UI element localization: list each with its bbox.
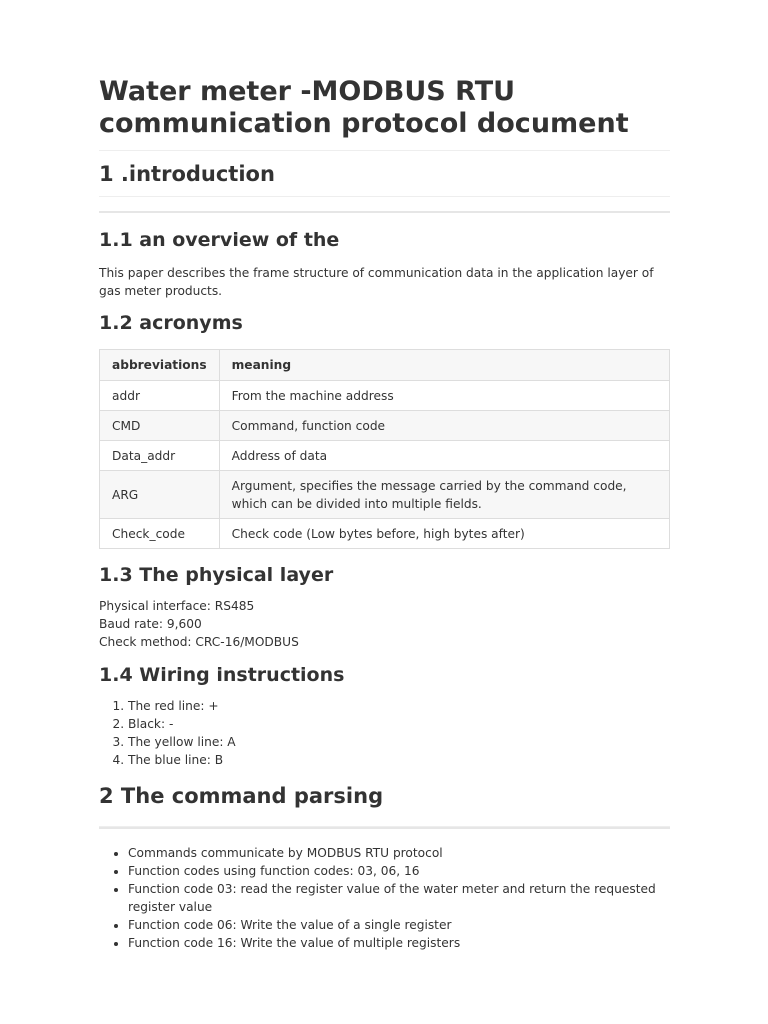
table-row bbox=[100, 411, 670, 441]
list-item: 4. The blue line: B bbox=[128, 751, 670, 769]
table-row bbox=[100, 381, 670, 411]
list-item: • Commands communicate by MODBUS RTU protocol bbox=[128, 844, 670, 862]
table-cell-abbreviation: addr bbox=[100, 381, 220, 411]
acronyms-table bbox=[99, 349, 670, 549]
table-cell-abbreviation: CMD bbox=[100, 411, 220, 441]
table-cell-abbreviation: ARG bbox=[100, 471, 220, 519]
table-row bbox=[100, 441, 670, 471]
list-item: • Function code 06: Write the value of a single register bbox=[128, 916, 670, 934]
divider bbox=[99, 211, 670, 213]
table-header-row bbox=[100, 350, 670, 381]
list-item: 2. Black: - bbox=[128, 715, 670, 733]
physical-interface-line: Physical interface: RS485 bbox=[99, 599, 255, 613]
divider bbox=[99, 827, 670, 829]
column-header-abbreviations: abbreviations bbox=[100, 350, 220, 381]
column-header-meaning: meaning bbox=[219, 350, 669, 381]
list-item: 3. The yellow line: A bbox=[128, 733, 670, 751]
table-cell-meaning: Check code (Low bytes before, high bytes after) bbox=[219, 519, 669, 549]
physical-layer-details bbox=[99, 597, 670, 651]
document-content bbox=[99, 0, 670, 952]
table-cell-meaning: Command, function code bbox=[219, 411, 669, 441]
table-cell-meaning: Address of data bbox=[219, 441, 669, 471]
wiring-list bbox=[99, 697, 670, 769]
baud-rate-line: Baud rate: 9,600 bbox=[99, 617, 202, 631]
document-title: Water meter -MODBUS RTU communication protocol document bbox=[99, 0, 670, 151]
table-cell-abbreviation: Check_code bbox=[100, 519, 220, 549]
command-parsing-heading: 2 The command parsing bbox=[99, 783, 670, 827]
acronyms-heading: 1.2 acronyms bbox=[99, 312, 243, 334]
table-cell-meaning: From the machine address bbox=[219, 381, 669, 411]
table-cell-abbreviation: Data_addr bbox=[100, 441, 220, 471]
list-item: • Function codes using function codes: 03, 06, 16 bbox=[128, 862, 670, 880]
wiring-heading: 1.4 Wiring instructions bbox=[99, 664, 345, 686]
overview-heading: 1.1 an overview of the bbox=[99, 229, 340, 251]
section-introduction-heading: 1 .introduction bbox=[99, 151, 670, 197]
table-row bbox=[100, 519, 670, 549]
table-row bbox=[100, 471, 670, 519]
list-item: • Function code 03: read the register value of the water meter and return the requested register value bbox=[128, 880, 670, 916]
list-item: • Function code 16: Write the value of multiple registers bbox=[128, 934, 670, 952]
table-cell-meaning: Argument, specifies the message carried by the command code, which can be divided into multiple fields. bbox=[219, 471, 669, 519]
check-method-line: Check method: CRC-16/MODBUS bbox=[99, 635, 299, 649]
physical-layer-heading: 1.3 The physical layer bbox=[99, 564, 334, 586]
command-list bbox=[99, 844, 670, 952]
overview-paragraph: This paper describes the frame structure of communication data in the application layer of gas meter products. bbox=[99, 266, 654, 298]
list-item: 1. The red line: + bbox=[128, 697, 670, 715]
